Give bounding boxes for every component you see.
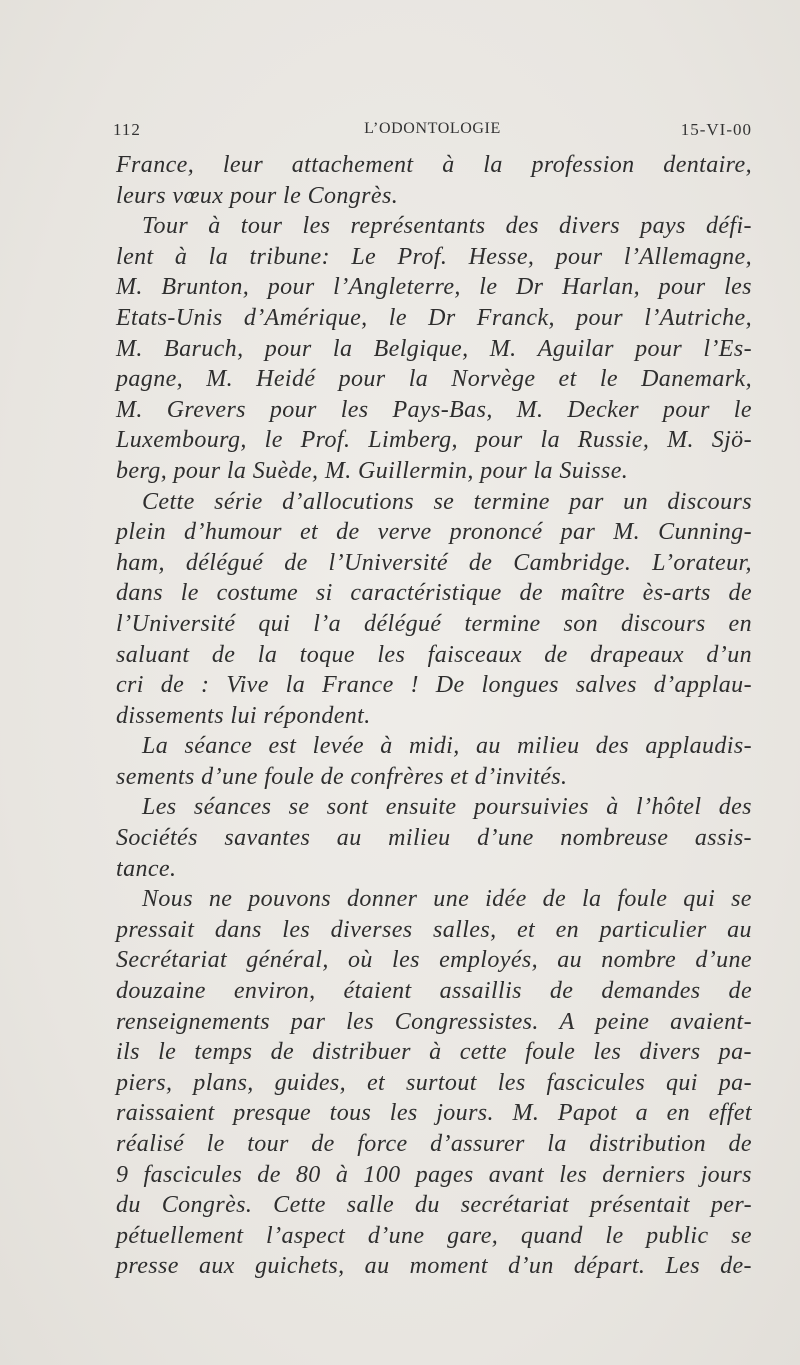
text-line: douzaine environ, étaient assaillis de demandes de	[116, 978, 752, 1005]
text-line: Les séances se sont ensuite poursuivies à l’hôtel des	[142, 794, 752, 821]
text-line: presse aux guichets, au moment d’un départ. Les de-	[116, 1253, 752, 1280]
text-line: dans le costume si caractéristique de maître ès-arts de	[116, 580, 752, 607]
text-line: M. Brunton, pour l’Angleterre, le Dr Harlan, pour les	[116, 274, 752, 301]
text-line: pétuellement l’aspect d’une gare, quand le public se	[116, 1222, 752, 1249]
text-line: piers, plans, guides, et surtout les fascicules qui pa-	[116, 1069, 752, 1096]
page-number: 112	[113, 120, 141, 139]
running-header	[113, 120, 752, 144]
text-line: ils le temps de distribuer à cette foule les divers pa-	[116, 1039, 752, 1066]
text-line: saluant de la toque les faisceaux de drapeaux d’un	[116, 641, 752, 668]
journal-title: L’ODONTOLOGIE	[364, 120, 501, 137]
text-line: berg, pour la Suède, M. Guillermin, pour la Suisse.	[116, 457, 629, 484]
text-line: Secrétariat général, où les employés, au nombre d’une	[116, 947, 752, 974]
text-line: renseignements par les Congressistes. A peine avaient-	[116, 1008, 752, 1035]
text-line: pagne, M. Heidé pour la Norvège et le Danemark,	[116, 366, 752, 393]
text-line: La séance est levée à midi, au milieu des applaudis-	[142, 733, 752, 760]
text-line: du Congrès. Cette salle du secrétariat présentait per-	[116, 1192, 752, 1219]
text-line: plein d’humour et de verve prononcé par M. Cunning-	[116, 519, 752, 546]
text-line: lent à la tribune: Le Prof. Hesse, pour l’Allemagne,	[116, 243, 752, 270]
text-line: dissements lui répondent.	[116, 702, 371, 729]
text-line: ham, délégué de l’Université de Cambridge. L’orateur,	[116, 549, 752, 576]
text-line: tance.	[116, 855, 177, 882]
text-line: Cette série d’allocutions se termine par un discours	[142, 488, 752, 515]
text-line: M. Baruch, pour la Belgique, M. Aguilar pour l’Es-	[116, 335, 752, 362]
text-line: Sociétés savantes au milieu d’une nombreuse assis-	[116, 825, 752, 852]
text-line: pressait dans les diverses salles, et en particulier au	[116, 916, 752, 943]
text-line: 9 fascicules de 80 à 100 pages avant les derniers jours	[116, 1161, 752, 1188]
text-line: France, leur attachement à la profession dentaire,	[116, 152, 752, 178]
text-line: Tour à tour les représentants des divers pays défi-	[142, 213, 752, 240]
text-line: cri de : Vive la France ! De longues salves d’applau-	[116, 672, 752, 699]
text-line: Nous ne pouvons donner une idée de la foule qui se	[142, 886, 752, 913]
issue-date: 15-VI-00	[680, 120, 752, 139]
text-line: leurs vœux pour le Congrès.	[116, 182, 399, 209]
text-line: l’Université qui l’a délégué termine son discours en	[116, 610, 752, 637]
text-line: Luxembourg, le Prof. Limberg, pour la Russie, M. Sjö-	[116, 427, 752, 454]
text-line: réalisé le tour de force d’assurer la distribution de	[116, 1131, 752, 1157]
text-line: raissaient presque tous les jours. M. Papot a en effet	[116, 1100, 752, 1127]
text-line: M. Grevers pour les Pays-Bas, M. Decker pour le	[116, 396, 752, 423]
text-line: Etats-Unis d’Amérique, le Dr Franck, pour l’Autriche,	[116, 304, 752, 331]
text-line: sements d’une foule de confrères et d’invités.	[116, 763, 568, 790]
body-text	[116, 150, 752, 1282]
